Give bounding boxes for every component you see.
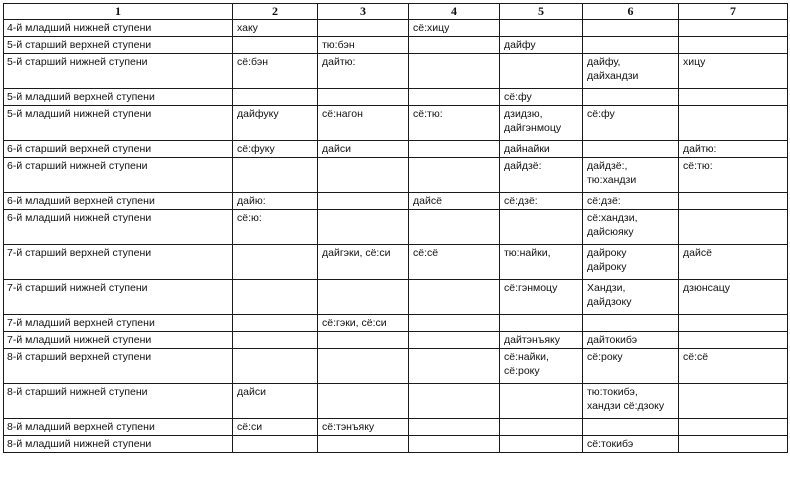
table-cell-col-3 <box>318 193 409 210</box>
table-cell-col-4 <box>409 349 500 384</box>
table-cell-col-3: дайтю: <box>318 54 409 89</box>
table-cell-col-7 <box>679 37 788 54</box>
column-header-3: 3 <box>318 4 409 20</box>
table-cell-col-3 <box>318 210 409 245</box>
table-cell-col-3 <box>318 332 409 349</box>
table-cell-col-4: сё:сё <box>409 245 500 280</box>
table-cell-col-4 <box>409 436 500 453</box>
table-cell-col-4: сё:хицу <box>409 20 500 37</box>
table-cell-col-3: сё:нагон <box>318 106 409 141</box>
table-row <box>4 280 788 315</box>
table-cell-col-7 <box>679 315 788 332</box>
rank-label-cell: 7-й младший нижней ступени <box>4 332 233 349</box>
table-cell-col-6: дайдзё:, тю:хандзи <box>583 158 679 193</box>
table-row <box>4 332 788 349</box>
table-row <box>4 315 788 332</box>
table-row <box>4 193 788 210</box>
table-cell-col-6: Хандзи, дайдзоку <box>583 280 679 315</box>
header-row <box>4 4 788 20</box>
table-cell-col-7 <box>679 89 788 106</box>
table-cell-col-2: сё:бэн <box>233 54 318 89</box>
table-cell-col-7 <box>679 106 788 141</box>
rank-label-cell: 5-й младший верхней ступени <box>4 89 233 106</box>
rank-label-cell: 8-й младший нижней ступени <box>4 436 233 453</box>
table-cell-col-5 <box>500 315 583 332</box>
table-cell-col-4: сё:тю: <box>409 106 500 141</box>
table-cell-col-4 <box>409 89 500 106</box>
rank-label-cell: 8-й старший верхней ступени <box>4 349 233 384</box>
table-cell-col-2 <box>233 158 318 193</box>
table-cell-col-4 <box>409 315 500 332</box>
table-row <box>4 37 788 54</box>
table-cell-col-3 <box>318 280 409 315</box>
rank-label-cell: 5-й старший нижней ступени <box>4 54 233 89</box>
table-cell-col-7 <box>679 384 788 419</box>
column-header-4: 4 <box>409 4 500 20</box>
table-cell-col-6 <box>583 89 679 106</box>
table-row <box>4 141 788 158</box>
rank-label-cell: 4-й младший нижней ступени <box>4 20 233 37</box>
table-row <box>4 245 788 280</box>
table-cell-col-7 <box>679 20 788 37</box>
table-cell-col-3 <box>318 384 409 419</box>
table-row <box>4 89 788 106</box>
table-cell-col-2 <box>233 89 318 106</box>
table-cell-col-5 <box>500 54 583 89</box>
table-cell-col-2 <box>233 280 318 315</box>
table-cell-col-7 <box>679 193 788 210</box>
table-cell-col-4 <box>409 419 500 436</box>
table-cell-col-5: дайфу <box>500 37 583 54</box>
rank-label-cell: 7-й старший верхней ступени <box>4 245 233 280</box>
table-cell-col-2: дайфуку <box>233 106 318 141</box>
table-cell-col-7: дзюнсацу <box>679 280 788 315</box>
table-row <box>4 158 788 193</box>
table-cell-col-3 <box>318 20 409 37</box>
column-header-7: 7 <box>679 4 788 20</box>
table-cell-col-4 <box>409 280 500 315</box>
table-cell-col-5 <box>500 436 583 453</box>
table-cell-col-5: дайтэнъяку <box>500 332 583 349</box>
table-cell-col-7: дайсё <box>679 245 788 280</box>
table-cell-col-5: дзидзю, дайгэнмоцу <box>500 106 583 141</box>
rank-label-cell: 7-й старший нижней ступени <box>4 280 233 315</box>
table-cell-col-5 <box>500 20 583 37</box>
table-cell-col-6: дайфу, дайхандзи <box>583 54 679 89</box>
table-row <box>4 54 788 89</box>
table-cell-col-7: дайтю: <box>679 141 788 158</box>
table-cell-col-4 <box>409 158 500 193</box>
table-cell-col-3 <box>318 436 409 453</box>
table-cell-col-6 <box>583 419 679 436</box>
table-cell-col-4 <box>409 54 500 89</box>
table-row <box>4 20 788 37</box>
table-cell-col-6: тю:токибэ, хандзи сё:дзоку <box>583 384 679 419</box>
table-cell-col-4 <box>409 141 500 158</box>
rank-label-cell: 5-й младший нижней ступени <box>4 106 233 141</box>
rank-label-cell: 8-й старший нижней ступени <box>4 384 233 419</box>
table-cell-col-6: сё:фу <box>583 106 679 141</box>
rank-label-cell: 8-й младший верхней ступени <box>4 419 233 436</box>
table-cell-col-5: дайнайки <box>500 141 583 158</box>
table-cell-col-3: дайгэки, сё:си <box>318 245 409 280</box>
table-cell-col-6 <box>583 37 679 54</box>
table-cell-col-5: тю:найки, <box>500 245 583 280</box>
table-cell-col-7 <box>679 332 788 349</box>
table-cell-col-3: дайси <box>318 141 409 158</box>
rank-label-cell: 5-й старший верхней ступени <box>4 37 233 54</box>
table-cell-col-2: сё:фуку <box>233 141 318 158</box>
table-cell-col-2 <box>233 37 318 54</box>
table-cell-col-7 <box>679 436 788 453</box>
table-cell-col-7 <box>679 210 788 245</box>
table-row <box>4 210 788 245</box>
table-cell-col-6: дайроку дайроку <box>583 245 679 280</box>
table-cell-col-5: сё:дзё: <box>500 193 583 210</box>
table-cell-col-2: сё:ю: <box>233 210 318 245</box>
table-cell-col-7 <box>679 419 788 436</box>
table-cell-col-3: сё:гэки, сё:си <box>318 315 409 332</box>
table-row <box>4 436 788 453</box>
table-cell-col-2: хаку <box>233 20 318 37</box>
column-header-2: 2 <box>233 4 318 20</box>
table-cell-col-3 <box>318 89 409 106</box>
table-cell-col-5: сё:гэнмоцу <box>500 280 583 315</box>
column-header-6: 6 <box>583 4 679 20</box>
table-cell-col-2 <box>233 436 318 453</box>
column-header-5: 5 <box>500 4 583 20</box>
table-cell-col-6 <box>583 141 679 158</box>
rank-label-cell: 7-й младший верхней ступени <box>4 315 233 332</box>
table-body <box>4 20 788 453</box>
table-cell-col-6 <box>583 315 679 332</box>
table-cell-col-5 <box>500 384 583 419</box>
table-cell-col-2 <box>233 332 318 349</box>
table-cell-col-5: сё:найки, сё:року <box>500 349 583 384</box>
table-header <box>4 4 788 20</box>
table-cell-col-7: сё:сё <box>679 349 788 384</box>
table-row <box>4 106 788 141</box>
table-cell-col-4 <box>409 37 500 54</box>
rank-label-cell: 6-й старший нижней ступени <box>4 158 233 193</box>
table-cell-col-4 <box>409 332 500 349</box>
table-cell-col-6 <box>583 20 679 37</box>
table-cell-col-7: хицу <box>679 54 788 89</box>
rank-table-container <box>3 3 788 453</box>
table-cell-col-5 <box>500 210 583 245</box>
rank-label-cell: 6-й младший верхней ступени <box>4 193 233 210</box>
table-cell-col-6: дайтокибэ <box>583 332 679 349</box>
table-cell-col-2 <box>233 349 318 384</box>
table-cell-col-4 <box>409 384 500 419</box>
rank-label-cell: 6-й старший верхней ступени <box>4 141 233 158</box>
rank-table <box>3 3 788 453</box>
table-cell-col-7: сё:тю: <box>679 158 788 193</box>
table-cell-col-2 <box>233 245 318 280</box>
table-cell-col-6: сё:року <box>583 349 679 384</box>
table-cell-col-2: дайю: <box>233 193 318 210</box>
table-cell-col-6: сё:дзё: <box>583 193 679 210</box>
table-cell-col-2: дайси <box>233 384 318 419</box>
table-cell-col-6: сё:токибэ <box>583 436 679 453</box>
table-cell-col-4 <box>409 210 500 245</box>
rank-label-cell: 6-й младший нижней ступени <box>4 210 233 245</box>
table-cell-col-5: сё:фу <box>500 89 583 106</box>
table-cell-col-5 <box>500 419 583 436</box>
table-cell-col-5: дайдзё: <box>500 158 583 193</box>
table-cell-col-2 <box>233 315 318 332</box>
column-header-1: 1 <box>4 4 233 20</box>
table-cell-col-3 <box>318 349 409 384</box>
table-cell-col-3: сё:тэнъяку <box>318 419 409 436</box>
table-cell-col-2: сё:си <box>233 419 318 436</box>
table-row <box>4 349 788 384</box>
table-row <box>4 419 788 436</box>
table-cell-col-6: сё:хандзи, дайсюяку <box>583 210 679 245</box>
table-cell-col-4: дайсё <box>409 193 500 210</box>
table-row <box>4 384 788 419</box>
table-cell-col-3: тю:бэн <box>318 37 409 54</box>
table-cell-col-3 <box>318 158 409 193</box>
